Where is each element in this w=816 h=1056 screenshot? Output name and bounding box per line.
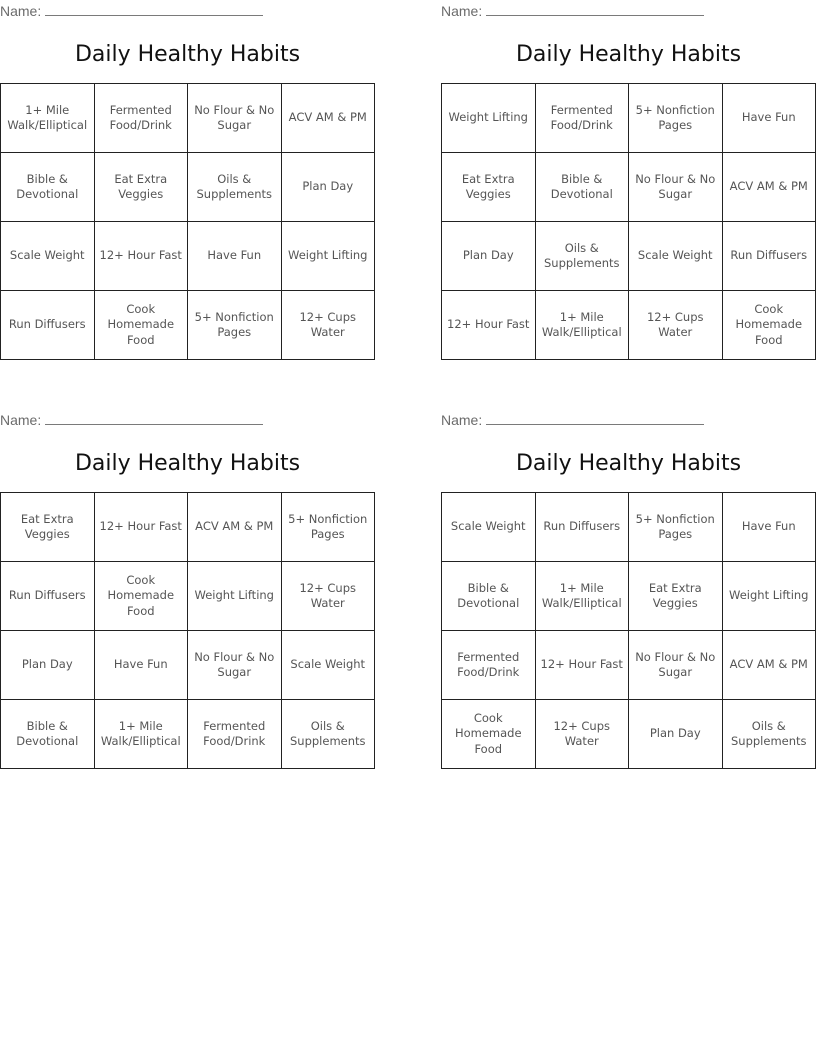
- habit-grid: [0, 83, 375, 360]
- habit-cell: Bible & Devotional: [1, 153, 95, 222]
- name-field[interactable]: [0, 411, 270, 429]
- grid-row: [442, 493, 816, 562]
- habit-cell: Fermented Food/Drink: [188, 700, 282, 769]
- habit-cell: Weight Lifting: [188, 562, 282, 631]
- grid-row: [1, 631, 375, 700]
- habit-cell: 12+ Hour Fast: [442, 291, 536, 360]
- habit-cell: No Flour & No Sugar: [188, 84, 282, 153]
- grid-row: [442, 562, 816, 631]
- habit-cell: ACV AM & PM: [722, 631, 816, 700]
- habit-cell: Plan Day: [1, 631, 95, 700]
- habit-cell: Cook Homemade Food: [94, 562, 188, 631]
- habit-cell: Eat Extra Veggies: [94, 153, 188, 222]
- grid-row: [1, 222, 375, 291]
- habit-cell: 12+ Cups Water: [281, 291, 375, 360]
- habit-grid: [441, 83, 816, 360]
- habit-cell: Weight Lifting: [722, 562, 816, 631]
- habit-cell: Oils & Supplements: [722, 700, 816, 769]
- habit-cell: 1+ Mile Walk/Elliptical: [535, 562, 629, 631]
- habit-cell: Cook Homemade Food: [94, 291, 188, 360]
- habit-cell: 1+ Mile Walk/Elliptical: [94, 700, 188, 769]
- habit-cell: Plan Day: [281, 153, 375, 222]
- habit-cell: Scale Weight: [281, 631, 375, 700]
- habit-cell: ACV AM & PM: [281, 84, 375, 153]
- grid-row: [442, 700, 816, 769]
- card-title: Daily Healthy Habits: [74, 42, 301, 67]
- name-blank-line[interactable]: [45, 411, 263, 425]
- name-field[interactable]: [0, 2, 270, 20]
- grid-row: [1, 700, 375, 769]
- grid-row: [442, 291, 816, 360]
- card-title: Daily Healthy Habits: [74, 451, 301, 476]
- grid-row: [1, 291, 375, 360]
- habit-cell: Oils & Supplements: [188, 153, 282, 222]
- habit-cell: Weight Lifting: [281, 222, 375, 291]
- habit-cell: 12+ Cups Water: [535, 700, 629, 769]
- habit-cell: Fermented Food/Drink: [442, 631, 536, 700]
- habit-cell: Oils & Supplements: [535, 222, 629, 291]
- habit-cell: 12+ Hour Fast: [94, 222, 188, 291]
- habit-cell: Have Fun: [188, 222, 282, 291]
- habit-cell: Plan Day: [629, 700, 723, 769]
- grid-row: [442, 153, 816, 222]
- name-label: Name:: [0, 3, 42, 19]
- habit-cell: 1+ Mile Walk/Elliptical: [535, 291, 629, 360]
- habit-cell: Scale Weight: [442, 493, 536, 562]
- habit-cell: Eat Extra Veggies: [1, 493, 95, 562]
- habit-cell: 12+ Hour Fast: [535, 631, 629, 700]
- habit-cell: Scale Weight: [1, 222, 95, 291]
- name-field[interactable]: [441, 2, 711, 20]
- name-blank-line[interactable]: [45, 2, 263, 16]
- habit-cell: Bible & Devotional: [1, 700, 95, 769]
- name-field[interactable]: [441, 411, 711, 429]
- habit-cell: Run Diffusers: [535, 493, 629, 562]
- habit-cell: No Flour & No Sugar: [629, 153, 723, 222]
- name-label: Name:: [441, 3, 483, 19]
- card-title: Daily Healthy Habits: [515, 451, 742, 476]
- habit-cell: Fermented Food/Drink: [535, 84, 629, 153]
- habit-cell: Eat Extra Veggies: [442, 153, 536, 222]
- habit-cell: 5+ Nonfiction Pages: [281, 493, 375, 562]
- habit-cell: Eat Extra Veggies: [629, 562, 723, 631]
- habit-cell: Have Fun: [722, 493, 816, 562]
- grid-row: [442, 222, 816, 291]
- grid-row: [1, 562, 375, 631]
- habit-cell: Run Diffusers: [1, 291, 95, 360]
- grid-row: [442, 84, 816, 153]
- grid-row: [1, 153, 375, 222]
- habit-cell: Run Diffusers: [1, 562, 95, 631]
- habit-cell: No Flour & No Sugar: [188, 631, 282, 700]
- habit-cell: Have Fun: [722, 84, 816, 153]
- habit-grid: [441, 492, 816, 769]
- habit-cell: 1+ Mile Walk/Elliptical: [1, 84, 95, 153]
- habit-cell: Bible & Devotional: [535, 153, 629, 222]
- name-label: Name:: [0, 412, 42, 428]
- name-blank-line[interactable]: [486, 411, 704, 425]
- grid-row: [1, 84, 375, 153]
- habit-cell: Weight Lifting: [442, 84, 536, 153]
- habit-cell: 12+ Cups Water: [281, 562, 375, 631]
- habit-cell: Fermented Food/Drink: [94, 84, 188, 153]
- habit-cell: Oils & Supplements: [281, 700, 375, 769]
- habit-grid: [0, 492, 375, 769]
- habit-cell: Plan Day: [442, 222, 536, 291]
- habit-cell: Have Fun: [94, 631, 188, 700]
- name-label: Name:: [441, 412, 483, 428]
- habit-cell: 12+ Cups Water: [629, 291, 723, 360]
- habit-cell: No Flour & No Sugar: [629, 631, 723, 700]
- habit-cell: Bible & Devotional: [442, 562, 536, 631]
- habit-cell: 5+ Nonfiction Pages: [629, 84, 723, 153]
- grid-row: [442, 631, 816, 700]
- name-blank-line[interactable]: [486, 2, 704, 16]
- habit-cell: ACV AM & PM: [722, 153, 816, 222]
- habit-cell: Cook Homemade Food: [722, 291, 816, 360]
- habit-cell: 12+ Hour Fast: [94, 493, 188, 562]
- card-title: Daily Healthy Habits: [515, 42, 742, 67]
- habit-cell: Scale Weight: [629, 222, 723, 291]
- grid-row: [1, 493, 375, 562]
- habit-cell: Run Diffusers: [722, 222, 816, 291]
- habit-cell: 5+ Nonfiction Pages: [629, 493, 723, 562]
- habit-cell: 5+ Nonfiction Pages: [188, 291, 282, 360]
- habit-cell: ACV AM & PM: [188, 493, 282, 562]
- habit-cell: Cook Homemade Food: [442, 700, 536, 769]
